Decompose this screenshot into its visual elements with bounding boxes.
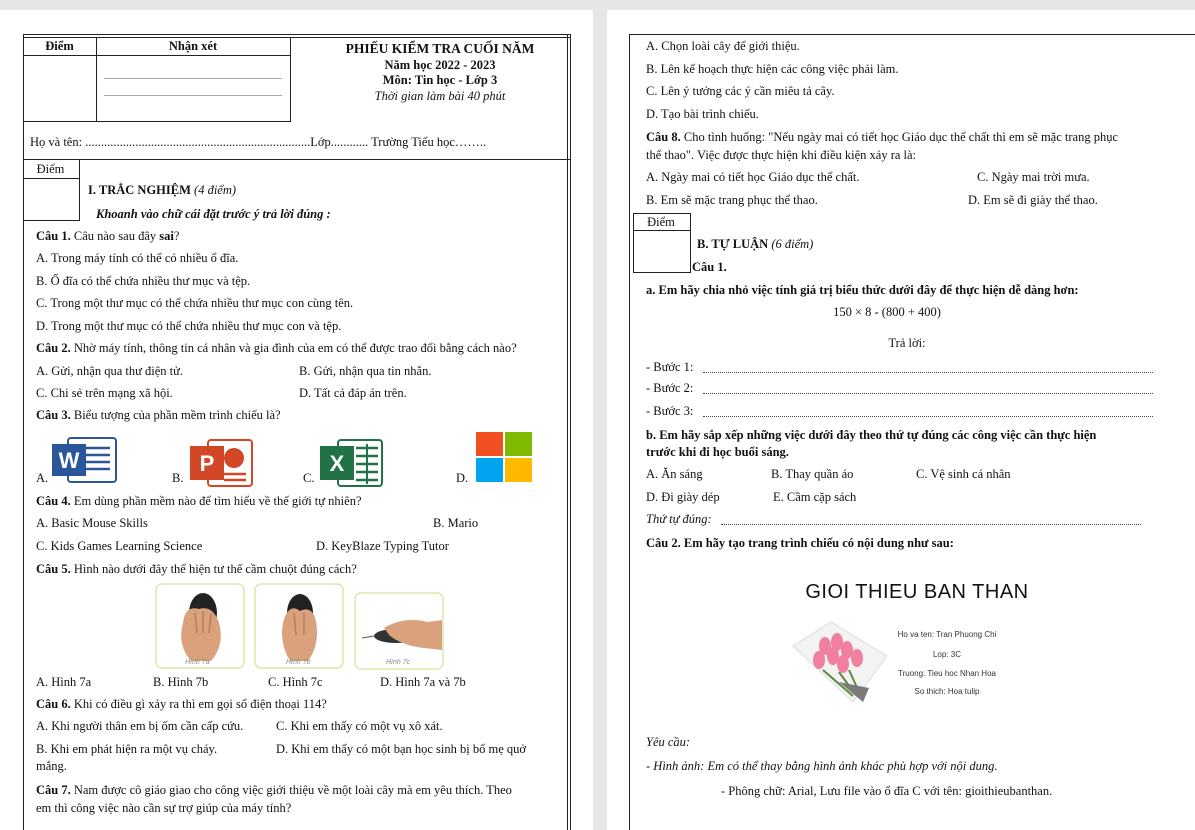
c1a-expression: 150 × 8 - (800 + 400) [833, 305, 941, 319]
q8-text: Cho tình huống: "Nếu ngày mai có tiết học Giáo dục thể chất thì em sẽ mặc trang phục [683, 130, 1119, 144]
q5-number: Câu 5. [36, 562, 71, 576]
q4-option-a[interactable]: A. Basic Mouse Skills [36, 516, 148, 530]
q7-stem [36, 783, 512, 798]
q8-option-d[interactable]: D. Em sẽ đi giày thể thao. [968, 193, 1098, 207]
caption-7b: Hình 7b [286, 659, 311, 666]
section1-score-divider [23, 178, 79, 179]
order-answer-line[interactable] [721, 524, 1141, 525]
requirement-font: - Phông chữ: Arial, Lưu file vào ổ đĩa C với tên: gioithieubanthan. [721, 784, 1053, 798]
requirement-image: - Hình ảnh: Em có thể thay bằng hình ảnh khác phù hợp với nội dung. [646, 759, 998, 773]
slide-hobby: So thich: Hoa tulip [914, 687, 980, 696]
q2-option-c[interactable]: C. Chi sẻ trên mạng xã hội. [36, 386, 173, 400]
q2-text: Nhờ máy tính, thông tin cá nhân và gia đình của em có thể được trao đổi bằng cách nào? [73, 341, 517, 355]
school-year: Năm học 2022 - 2023 [384, 58, 496, 72]
q6-option-c[interactable]: C. Khi em thấy có một vụ xô xát. [276, 719, 443, 733]
section1-heading [88, 183, 236, 198]
q8-stem [646, 130, 1118, 145]
q5-option-d[interactable]: D. Hình 7a và 7b [380, 675, 466, 689]
section1-points: (4 điểm) [194, 183, 237, 197]
mouse-grip-image-7a[interactable] [155, 583, 245, 669]
c1b-option-e[interactable]: E. Cầm cặp sách [773, 490, 857, 504]
q4-number: Câu 4. [36, 494, 71, 508]
q4-option-d[interactable]: D. KeyBlaze Typing Tutor [316, 539, 449, 553]
q1-text: Câu nào sau đây [73, 229, 157, 243]
c1b-option-d[interactable]: D. Đi giày dép [646, 490, 720, 504]
section1-title: I. TRẮC NGHIỆM [88, 183, 191, 197]
q7-option-d[interactable]: D. Tạo bài trình chiếu. [646, 107, 759, 121]
q5-text: Hình nào dưới đây thể hiện tư thế cầm chuột đúng cách? [73, 562, 357, 576]
word-letter: W [58, 448, 80, 473]
section2-points: (6 điểm) [771, 237, 814, 251]
q4-option-c[interactable]: C. Kids Games Learning Science [36, 539, 203, 553]
q4-option-b[interactable]: B. Mario [433, 516, 479, 530]
q3-text: Biểu tượng của phần mềm trình chiếu là? [73, 408, 281, 422]
q5-option-c[interactable]: C. Hình 7c [268, 675, 323, 689]
student-info-line[interactable]: Họ và tên: ........................................................................Lớp............ Trường Tiểu học…….. [30, 135, 487, 149]
c1b-text-cont: trước khi đi học buổi sáng. [646, 445, 789, 459]
slide-title: GIOI THIEU BAN THAN [805, 581, 1029, 603]
q1-bold-word: sai [159, 229, 174, 243]
section1-instruction: Khoanh vào chữ cái đặt trước ý trả lời đúng : [96, 207, 331, 221]
q8-number: Câu 8. [646, 130, 681, 144]
q6-option-d-cont: mắng. [36, 759, 67, 773]
q4-stem [36, 494, 362, 509]
q3-stem [36, 408, 281, 423]
header-divider [23, 159, 571, 160]
q3-option-d[interactable]: D. [456, 471, 469, 485]
q6-option-b[interactable]: B. Khi em phát hiện ra một vụ cháy. [36, 742, 218, 756]
c1b-text: b. Em hãy sắp xếp những việc dưới đây theo thứ tự đúng các công việc cần thực hiện [646, 428, 1097, 442]
section2-heading [697, 237, 813, 252]
q2-option-b[interactable]: B. Gửi, nhận qua tin nhắn. [299, 364, 432, 378]
q7-option-a[interactable]: A. Chọn loài cây để giới thiệu. [646, 39, 800, 53]
slide-class: Lop: 3C [932, 650, 962, 659]
step3-label: - Bước 3: [646, 404, 694, 418]
section2-score-label: Điểm [647, 215, 675, 229]
q4-text: Em dùng phần mềm nào để tìm hiểu về thế giới tự nhiên? [73, 494, 362, 508]
q5-option-b[interactable]: B. Hình 7b [153, 675, 209, 689]
q1-option-b[interactable]: B. Ổ đĩa có thể chứa nhiều thư mục và tệp. [36, 274, 251, 288]
c2-number: Câu 2. [646, 536, 681, 550]
q2-option-a[interactable]: A. Gửi, nhận qua thư điện tử. [36, 364, 184, 378]
c1a-text: a. Em hãy chia nhỏ việc tính giá trị biểu thức dưới đây để thực hiện dễ dàng hơn: [646, 283, 1079, 297]
page-border-right-double [570, 34, 571, 830]
step1-label: - Bước 1: [646, 360, 694, 374]
page2-border-left [629, 34, 630, 830]
c1-number: Câu 1. [692, 260, 727, 274]
time-limit: Thời gian làm bài 40 phút [374, 89, 506, 103]
q5-stem [36, 562, 357, 577]
q6-option-a[interactable]: A. Khi người thân em bị ốm cần cấp cứu. [36, 719, 244, 733]
subject-line: Môn: Tin học - Lớp 3 [382, 73, 498, 87]
c2-stem [646, 536, 954, 551]
page2-border-top [629, 34, 1195, 35]
q1-end: ? [173, 229, 180, 243]
mouse-grip-image-7b[interactable] [254, 583, 344, 669]
q1-option-c[interactable]: C. Trong một thư mục có thể chứa nhiều thư mục con cùng tên. [36, 296, 354, 310]
c1b-option-a[interactable]: A. Ăn sáng [646, 467, 703, 481]
slide-name: Ho va ten: Tran Phuong Chi [897, 630, 997, 639]
q1-stem [36, 229, 179, 244]
step1-answer-line[interactable] [703, 372, 1153, 373]
q7-option-c[interactable]: C. Lên ý tưởng các ý cần miêu tả cây. [646, 84, 835, 98]
q7-option-b[interactable]: B. Lên kế hoạch thực hiện các công việc phải làm. [646, 62, 899, 76]
q5-option-a[interactable]: A. Hình 7a [36, 675, 92, 689]
q3-option-b[interactable]: B. [172, 471, 184, 485]
q6-option-d[interactable]: D. Khi em thấy có một bạn học sinh bị bố mẹ quở [276, 742, 526, 756]
caption-7a: Hình 7a [185, 659, 210, 666]
page-border-right [567, 34, 568, 830]
comment-line-2 [104, 95, 282, 96]
q7-number: Câu 7. [36, 783, 71, 797]
page-border-top [23, 34, 571, 35]
q6-number: Câu 6. [36, 697, 71, 711]
step3-answer-line[interactable] [703, 416, 1153, 417]
comment-line-1 [104, 78, 282, 79]
q3-option-a[interactable]: A. [36, 471, 49, 485]
q7-stem-cont: em thì công việc nào cần sự trợ giúp của máy tính? [36, 801, 292, 815]
requirements-label: Yêu cầu: [646, 735, 691, 749]
powerpoint-icon[interactable] [186, 438, 256, 488]
c1b-option-c[interactable]: C. Vệ sinh cá nhân [916, 467, 1011, 481]
slide-school: Truong: Tieu hoc Nhan Hoa [898, 669, 996, 678]
q8-option-b[interactable]: B. Em sẽ mặc trang phục thể thao. [646, 193, 818, 207]
q1-number: Câu 1. [36, 229, 71, 243]
excel-letter: X [329, 451, 345, 476]
q8-option-c[interactable]: C. Ngày mai trời mưa. [977, 170, 1090, 184]
q3-number: Câu 3. [36, 408, 71, 422]
word-icon[interactable] [48, 434, 120, 486]
q2-stem [36, 341, 517, 356]
score-header: Điểm [45, 39, 74, 53]
table-header-line [23, 55, 290, 56]
q3-option-c[interactable]: C. [303, 471, 315, 485]
q6-stem [36, 697, 327, 712]
caption-7c: Hình 7c [386, 659, 411, 666]
comment-header: Nhận xét [168, 39, 218, 53]
exam-page-1 [0, 10, 593, 830]
q2-option-d[interactable]: D. Tất cả đáp án trên. [299, 386, 407, 400]
q1-option-a[interactable]: A. Trong máy tính có thể có nhiều ổ đĩa. [36, 251, 239, 265]
section2-score-divider [633, 230, 690, 231]
q6-text: Khi có điều gì xảy ra thì em gọi số điện thoại 114? [73, 697, 327, 711]
answer-label: Trả lời: [888, 336, 926, 350]
q8-stem-cont: thể thao". Việc được thực hiện khi điều kiện xảy ra là: [646, 148, 917, 162]
section1-score-label: Điểm [36, 162, 65, 176]
q8-option-a[interactable]: A. Ngày mai có tiết học Giáo dục thể chất. [646, 170, 860, 184]
exam-page-2 [607, 10, 1195, 830]
q1-option-d[interactable]: D. Trong một thư mục có thể chứa nhiều thư mục con và tệp. [36, 319, 342, 333]
excel-icon[interactable] [316, 438, 386, 488]
page-border-left [23, 34, 24, 830]
c2-text: Em hãy tạo trang trình chiếu có nội dung như sau: [683, 536, 954, 550]
q7-text: Nam được cô giáo giao cho công việc giới thiệu về một loài cây mà em yêu thích. Theo [73, 783, 512, 797]
c1b-option-b[interactable]: B. Thay quần áo [771, 467, 854, 481]
powerpoint-letter: P [199, 451, 215, 476]
tulip-bouquet-image [783, 616, 893, 708]
step2-label: - Bước 2: [646, 381, 694, 395]
microsoft-logo-icon[interactable] [474, 432, 534, 484]
q2-number: Câu 2. [36, 341, 71, 355]
step2-answer-line[interactable] [703, 393, 1153, 394]
exam-title: PHIẾU KIỂM TRA CUỐI NĂM [345, 41, 535, 56]
order-label: Thứ tự đúng: [646, 512, 712, 526]
section2-title: B. TỰ LUẬN [697, 237, 769, 251]
